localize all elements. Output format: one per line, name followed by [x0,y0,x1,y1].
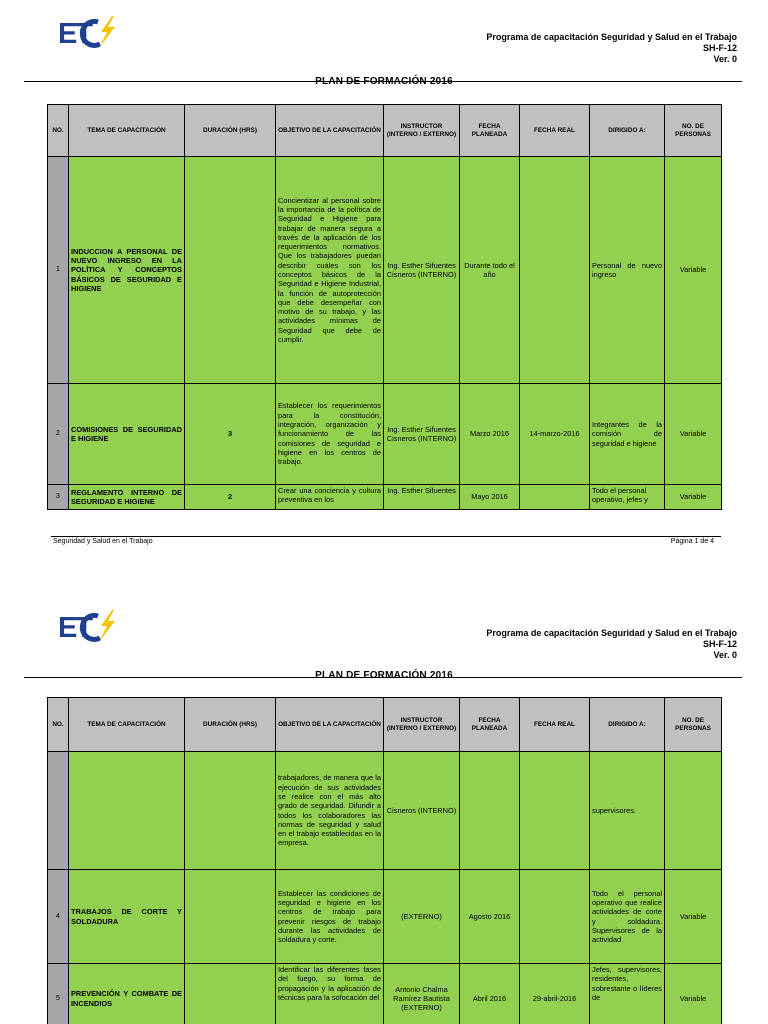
cell-no: 4 [48,870,69,964]
svg-text:ET: ET [58,18,92,50]
cell-duracion: 3 [185,384,276,485]
cell-fecha-real: 29-abril-2016 [520,964,590,1024]
col-header-dirigido: DIRIGIDO A: [590,698,665,752]
col-header-dirigido: DIRIGIDO A: [590,105,665,157]
document-page-2 [0,560,768,1024]
col-header-personas: NO. DE PERSONAS [665,105,722,157]
cell-dirigido: Personal de nuevo ingreso [590,157,665,384]
cell-tema [69,752,185,870]
cell-fecha-planeada: Agosto 2016 [460,870,520,964]
cell-instructor: Ing. Esther Sifuentes Cisneros (INTERNO) [384,384,460,485]
cell-tema: REGLAMENTO INTERNO DE SEGURIDAD E HIGIENE [69,485,185,510]
col-header-objetivo: OBJETIVO DE LA CAPACITACIÓN [276,698,384,752]
svg-text:ET: ET [58,612,92,644]
table-row [48,485,722,510]
cell-instructor: Cisneros (INTERNO) [384,752,460,870]
cell-personas: Variable [665,384,722,485]
document-code: SH-F-12 [702,43,737,53]
cell-instructor: Antonio Chalma Ramírez Bautista (EXTERNO) [384,964,460,1024]
footer-left-text: Seguridad y Salud en el Trabajo [53,538,153,545]
cell-tema: TRABAJOS DE CORTE Y SOLDADURA [69,870,185,964]
cell-fecha-real [520,870,590,964]
program-title: Programa de capacitación Seguridad y Salud en el Trabajo [486,628,737,638]
col-header-tema: TEMA DE CAPACITACIÓN [69,698,185,752]
col-header-fecha-planeada: FECHA PLANEADA [460,698,520,752]
cell-fecha-planeada [460,752,520,870]
cell-no: 2 [48,384,69,485]
cell-fecha-planeada: Mayo 2016 [460,485,520,510]
cell-duracion: 2 [185,485,276,510]
cell-objetivo: Identificar las diferentes fases del fuego, su forma de propagación y la aplicación de técnicas para la sofocación del [276,964,384,1024]
col-header-fecha-planeada: FECHA PLANEADA [460,105,520,157]
table-row [48,870,722,964]
document-version: Ver. 0 [713,54,737,64]
col-header-tema: TEMA DE CAPACITACIÓN [69,105,185,157]
cell-personas [665,752,722,870]
cell-objetivo: Crear una conciencia y cultura preventiva en los [276,485,384,510]
cell-dirigido: supervisores. [590,752,665,870]
table-row [48,964,722,1024]
col-header-instructor: INSTRUCTOR (INTERNO / EXTERNO) [384,698,460,752]
table-row [48,157,722,384]
document-header [486,628,737,661]
document-header [486,32,737,65]
col-header-fecha-real: FECHA REAL [520,698,590,752]
cell-duracion [185,964,276,1024]
cell-instructor: Ing. Esther Sifuentes [384,485,460,510]
col-header-no: NO. [48,698,69,752]
cell-duracion [185,157,276,384]
cell-personas: Variable [665,870,722,964]
cell-objetivo: Establecer los requerimientos para la constitución, integración, organización y funcionamiento de las comisiones de seguridad e higiene en los centros de trabajo. [276,384,384,485]
cell-personas: Variable [665,964,722,1024]
cell-fecha-real: 14-marzo-2016 [520,384,590,485]
col-header-fecha-real: FECHA REAL [520,105,590,157]
cell-dirigido: Integrantes de la comisión de seguridad e higiene [590,384,665,485]
table-row [48,752,722,870]
cell-no: 5 [48,964,69,1024]
cell-objetivo: Concientizar al personal sobre la importancia de la política de Seguridad e Higiene para trabajar de manera segura a través de la aplicación de los requerimientos normativos. Que los trabajadores puedan describir cuáles son los conceptos básicos de la Seguridad e Higiene Industrial, la función de autoprotección que debe desempeñar con motivo de su trabajo, y las actividades mínimas de Seguridad que debe de cumplir. [276,157,384,384]
col-header-duracion: DURACIÓN (HRS) [185,698,276,752]
document-code: SH-F-12 [702,639,737,649]
cell-personas: Variable [665,157,722,384]
cell-dirigido: Todo el personal operativo, jefes y [590,485,665,510]
document-version: Ver. 0 [713,650,737,660]
cell-fecha-planeada: Marzo 2016 [460,384,520,485]
cell-fecha-real [520,157,590,384]
col-header-objetivo: OBJETIVO DE LA CAPACITACIÓN [276,105,384,157]
cell-objetivo: Establecer las condiciones de seguridad e higiene en los centros de trabajo para prevenir riesgos de trabajo durante las actividades de soldadura y corte. [276,870,384,964]
table-header-row [48,698,722,752]
cell-instructor: (EXTERNO) [384,870,460,964]
cell-fecha-planeada: Abril 2016 [460,964,520,1024]
col-header-personas: NO. DE PERSONAS [665,698,722,752]
table-header-row [48,105,722,157]
cell-objetivo: trabajadores, de manera que la ejecución de sus actividades se realice con el más alto grado de seguridad. Difundir a todos los colaboradores las normas de seguridad y salud en el trabajo establecidas en la empresa. [276,752,384,870]
cell-personas: Variable [665,485,722,510]
cell-tema: PREVENCIÓN Y COMBATE DE INCENDIOS [69,964,185,1024]
training-plan-table [47,697,722,1024]
cell-duracion [185,752,276,870]
cell-tema: INDUCCION A PERSONAL DE NUEVO INGRESO EN LA POLÍTICA Y CONCEPTOS BÁSICOS DE SEGURIDAD E HIGIENE [69,157,185,384]
cell-tema: COMISIONES DE SEGURIDAD E HIGIENE [69,384,185,485]
company-logo [57,608,117,646]
cell-fecha-planeada: Durante todo el año [460,157,520,384]
footer-rule [51,536,721,537]
cell-instructor: Ing. Esther Sifuentes Cisneros (INTERNO) [384,157,460,384]
program-title: Programa de capacitación Seguridad y Salud en el Trabajo [486,32,737,42]
plan-title: PLAN DE FORMACIÓN 2016 [315,670,453,681]
cell-no [48,752,69,870]
footer-page-number: Página 1 de 4 [670,538,714,545]
col-header-no: NO. [48,105,69,157]
training-plan-table [47,104,722,510]
col-header-instructor: INSTRUCTOR (INTERNO / EXTERNO) [384,105,460,157]
cell-duracion [185,870,276,964]
plan-title: PLAN DE FORMACIÓN 2016 [315,76,453,87]
company-logo [57,14,117,52]
cell-no: 3 [48,485,69,510]
cell-dirigido: Todo el personal operativo que realice actividades de corte y soldadura. Supervisores de la actividad [590,870,665,964]
cell-no: 1 [48,157,69,384]
col-header-duracion: DURACIÓN (HRS) [185,105,276,157]
cell-dirigido: Jefes, supervisores, residentes, sobrestante o líderes de [590,964,665,1024]
table-row [48,384,722,485]
cell-fecha-real [520,485,590,510]
cell-fecha-real [520,752,590,870]
